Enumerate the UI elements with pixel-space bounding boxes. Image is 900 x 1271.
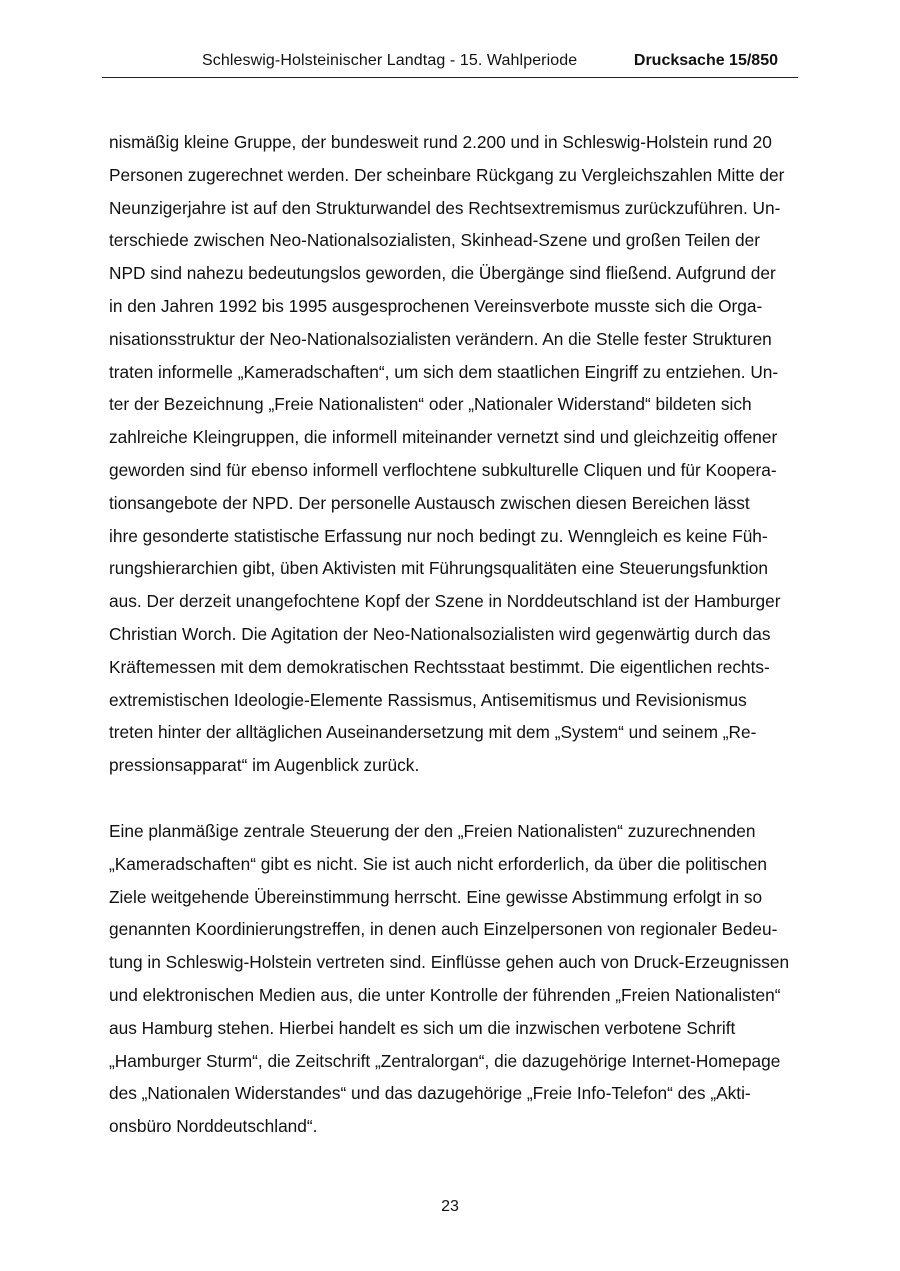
text-line: in den Jahren 1992 bis 1995 ausgesprochenen Vereinsverbote musste sich die Orga- — [109, 295, 763, 316]
text-line: Personen zugerechnet werden. Der scheinbare Rückgang zu Vergleichszahlen Mitte der — [109, 164, 785, 185]
text-line: „Kameradschaften“ gibt es nicht. Sie ist auch nicht erforderlich, da über die politischen — [109, 853, 767, 874]
text-line: Neunzigerjahre ist auf den Strukturwandel des Rechtsextremismus zurückzuführen. Un- — [109, 197, 781, 218]
page-header — [102, 50, 798, 78]
text-line: nisationsstruktur der Neo-Nationalsozialisten verändern. An die Stelle fester Strukturen — [109, 328, 772, 349]
text-line: NPD sind nahezu bedeutungslos geworden, die Übergänge sind fließend. Aufgrund der — [109, 263, 776, 284]
text-line: traten informelle „Kameradschaften“, um sich dem staatlichen Eingriff zu entziehen. Un- — [109, 361, 779, 382]
text-line: „Hamburger Sturm“, die Zeitschrift „Zentralorgan“, die dazugehörige Internet-Homepage — [109, 1050, 781, 1071]
text-line: tionsangebote der NPD. Der personelle Austausch zwischen diesen Bereichen lässt — [109, 492, 750, 513]
text-line: genannten Koordinierungstreffen, in denen auch Einzelpersonen von regionaler Bedeu- — [109, 919, 778, 940]
text-line: rungshierarchien gibt, üben Aktivisten mit Führungsqualitäten eine Steuerungsfunktion — [109, 558, 769, 579]
text-line: aus Hamburg stehen. Hierbei handelt es sich um die inzwischen verbotene Schrift — [109, 1017, 736, 1038]
text-line: Ziele weitgehende Übereinstimmung herrscht. Eine gewisse Abstimmung erfolgt in so — [109, 886, 763, 907]
text-line: pressionsapparat“ im Augenblick zurück. — [109, 755, 420, 776]
document-body — [109, 126, 809, 1143]
text-line: treten hinter der alltäglichen Auseinandersetzung mit dem „System“ und seinem „Re- — [109, 722, 757, 743]
text-line: ihre gesonderte statistische Erfassung nur noch bedingt zu. Wenngleich es keine Füh- — [109, 525, 768, 546]
text-line: extremistischen Ideologie-Elemente Rassismus, Antisemitismus und Revisionismus — [109, 689, 747, 710]
text-line: Eine planmäßige zentrale Steuerung der den „Freien Nationalisten“ zuzurechnenden — [109, 820, 756, 841]
text-line: Christian Worch. Die Agitation der Neo-Nationalsozialisten wird gegenwärtig durch das — [109, 623, 771, 644]
page-number: 23 — [441, 1198, 459, 1215]
text-line: geworden sind für ebenso informell verflochtene subkulturelle Cliquen und für Koopera- — [109, 459, 777, 480]
header-document-reference: Drucksache 15/850 — [633, 52, 778, 69]
text-line: zahlreiche Kleingruppen, die informell miteinander vernetzt sind und gleichzeitig offener — [109, 427, 778, 448]
paragraph — [109, 126, 809, 782]
text-line: Kräftemessen mit dem demokratischen Rechtsstaat bestimmt. Die eigentlichen rechts- — [109, 656, 770, 677]
text-line: ter der Bezeichnung „Freie Nationalisten“ oder „Nationaler Widerstand“ bildeten sich — [109, 394, 752, 415]
paragraph — [109, 815, 809, 1143]
text-line: aus. Der derzeit unangefochtene Kopf der Szene in Norddeutschland ist der Hamburger — [109, 591, 781, 612]
text-line: des „Nationalen Widerstandes“ und das dazugehörige „Freie Info-Telefon“ des „Akti- — [109, 1083, 751, 1104]
text-line: terschiede zwischen Neo-Nationalsozialisten, Skinhead-Szene und großen Teilen der — [109, 230, 760, 251]
text-line: und elektronischen Medien aus, die unter Kontrolle der führenden „Freien Nationalisten“ — [109, 984, 781, 1005]
header-title: Schleswig-Holsteinischer Landtag - 15. Wahlperiode — [202, 52, 578, 69]
text-line: onsbüro Norddeutschland“. — [109, 1116, 318, 1137]
text-line: nismäßig kleine Gruppe, der bundesweit rund 2.200 und in Schleswig-Holstein rund 20 — [109, 132, 772, 152]
text-line: tung in Schleswig-Holstein vertreten sind. Einflüsse gehen auch von Druck-Erzeugnissen — [109, 952, 790, 973]
